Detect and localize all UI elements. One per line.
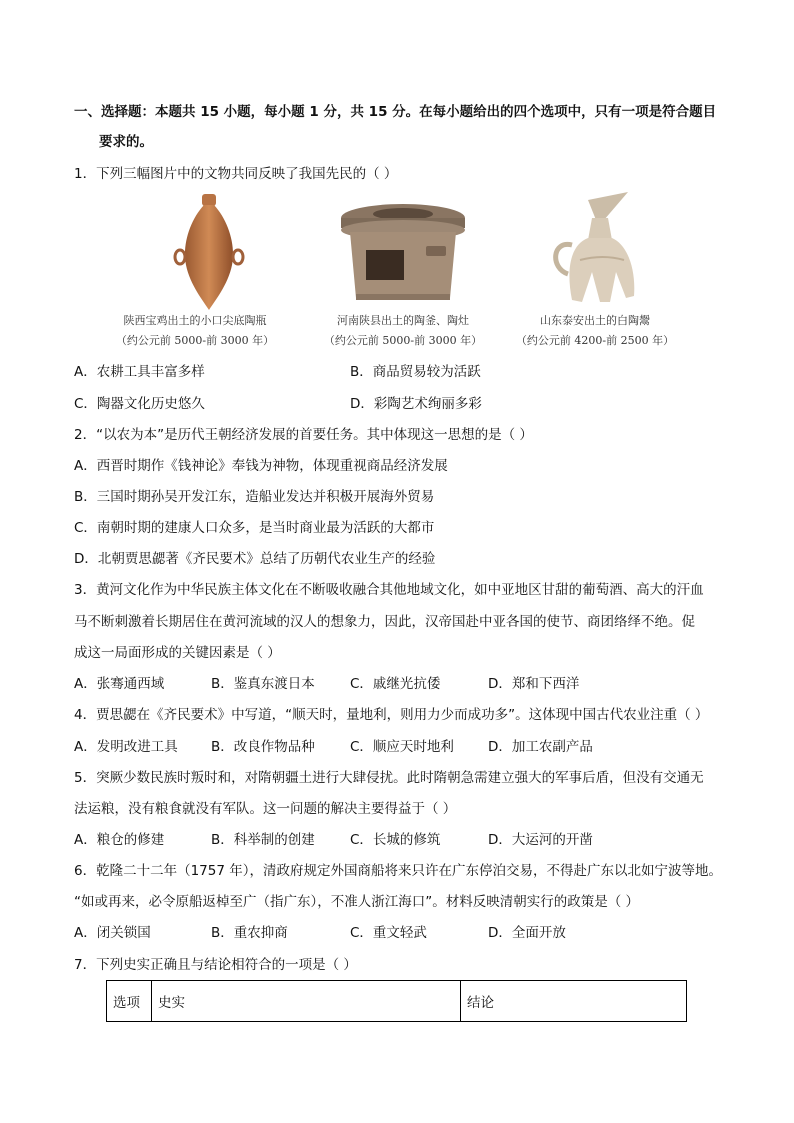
q5-options <box>74 830 724 850</box>
artifact-pointed-bottle <box>100 190 290 350</box>
q4-option-a[interactable]: A．发明改进工具 <box>74 739 178 755</box>
q1-option-b[interactable]: B．商品贸易较为活跃 <box>350 364 481 380</box>
q2-option-d[interactable]: D．北朝贾思勰著《齐民要术》总结了历朝代农业生产的经验 <box>74 551 436 567</box>
artifact-2-caption: 河南陕县出土的陶釜、陶灶 <box>337 314 469 327</box>
q3-stem-line3: 成这一局面形成的关键因素是（ ） <box>74 645 281 661</box>
q6-option-b[interactable]: B．重农抑商 <box>211 925 288 941</box>
q5-stem-line2: 法运粮，没有粮食就没有军队。这一问题的解决主要得益于（ ） <box>74 801 457 817</box>
q1-option-c[interactable]: C．陶器文化历史悠久 <box>74 396 205 412</box>
q4-option-c[interactable]: C．顺应天时地利 <box>350 739 454 755</box>
q7-table <box>106 980 687 1022</box>
q4-option-b[interactable]: B．改良作物品种 <box>211 739 315 755</box>
q5-stem-line1: 5．突厥少数民族时叛时和，对隋朝疆土进行大肆侵扰。此时隋朝急需建立强大的军事后盾，但没有交通无 <box>74 770 704 786</box>
q3-option-d[interactable]: D．郑和下西洋 <box>488 676 580 692</box>
artifact-white-pottery-gui <box>500 190 690 350</box>
q6-stem-line1: 6．乾隆二十二年（1757 年），清政府规定外国商船将来只许在广东停泊交易，不得赴广东以北如宁波等地。 <box>74 863 722 879</box>
q5-option-b[interactable]: B．科举制的创建 <box>211 832 315 848</box>
q7-table-header-row <box>107 981 687 1022</box>
q1-options-row1 <box>74 362 724 382</box>
white-gui-illustration <box>500 190 690 310</box>
q3-option-c[interactable]: C．戚继光抗倭 <box>350 676 441 692</box>
pointed-bottle-illustration <box>100 190 290 310</box>
q2-option-b[interactable]: B．三国时期孙吴开发江东，造船业发达并积极开展海外贸易 <box>74 489 435 505</box>
artifact-2-date: （约公元前 5000-前 3000 年） <box>323 334 483 347</box>
q6-stem-line2: “如或再来，必令原船返棹至广（指广东），不准人浙江海口”。材料反映清朝实行的政策是（ ） <box>74 894 640 910</box>
q6-option-a[interactable]: A．闭关锁国 <box>74 925 151 941</box>
q1-option-d[interactable]: D．彩陶艺术绚丽多彩 <box>350 396 482 412</box>
q2-option-c[interactable]: C．南朝时期的建康人口众多，是当时商业最为活跃的大都市 <box>74 520 435 536</box>
q3-option-b[interactable]: B．鉴真东渡日本 <box>211 676 315 692</box>
q5-option-c[interactable]: C．长城的修筑 <box>350 832 441 848</box>
q6-option-d[interactable]: D．全面开放 <box>488 925 566 941</box>
q1-artifact-images <box>100 190 700 350</box>
q1-stem: 1．下列三幅图片中的文物共同反映了我国先民的（ ） <box>74 166 398 182</box>
q2-option-a[interactable]: A．西晋时期作《钱神论》奉钱为神物，体现重视商品经济发展 <box>74 458 448 474</box>
q2-stem: 2．“以农为本”是历代王朝经济发展的首要任务。其中体现这一思想的是（ ） <box>74 427 533 443</box>
artifact-1-date: （约公元前 5000-前 3000 年） <box>115 334 275 347</box>
q3-stem-line2: 马不断刺激着长期居住在黄河流域的汉人的想象力，因此，汉帝国赴中亚各国的使节、商团络绎不绝。促 <box>74 614 695 630</box>
section-title-line1: 一、选择题：本题共 15 小题，每小题 1 分，共 15 分。在每小题给出的四个选项中，只有一项是符合题目 <box>74 104 717 120</box>
artifact-pottery-stove <box>308 190 498 350</box>
section-title-line2: 要求的。 <box>99 134 153 150</box>
q7-header-conclusion: 结论 <box>461 981 687 1022</box>
pottery-stove-illustration <box>308 190 498 310</box>
q1-options-row2 <box>74 394 724 414</box>
artifact-3-caption: 山东泰安出土的白陶鬶 <box>540 314 650 327</box>
q7-stem: 7．下列史实正确且与结论相符合的一项是（ ） <box>74 957 357 973</box>
q4-option-d[interactable]: D．加工农副产品 <box>488 739 593 755</box>
q5-option-d[interactable]: D．大运河的开凿 <box>488 832 593 848</box>
q7-header-option: 选项 <box>107 981 152 1022</box>
q1-option-a[interactable]: A．农耕工具丰富多样 <box>74 364 205 380</box>
q7-header-fact: 史实 <box>152 981 461 1022</box>
q6-option-c[interactable]: C．重文轻武 <box>350 925 427 941</box>
q4-stem: 4．贾思勰在《齐民要术》中写道，“顺天时，量地利，则用力少而成功多”。这体现中国古代农业注重（ ） <box>74 707 709 723</box>
q4-options <box>74 737 724 757</box>
artifact-3-date: （约公元前 4200-前 2500 年） <box>515 334 675 347</box>
q5-option-a[interactable]: A．粮仓的修建 <box>74 832 165 848</box>
q3-option-a[interactable]: A．张骞通西域 <box>74 676 165 692</box>
q3-stem-line1: 3．黄河文化作为中华民族主体文化在不断吸收融合其他地域文化，如中亚地区甘甜的葡萄酒、高大的汗血 <box>74 582 704 598</box>
q3-options <box>74 674 724 694</box>
q6-options <box>74 923 724 943</box>
artifact-1-caption: 陕西宝鸡出土的小口尖底陶瓶 <box>123 314 267 327</box>
